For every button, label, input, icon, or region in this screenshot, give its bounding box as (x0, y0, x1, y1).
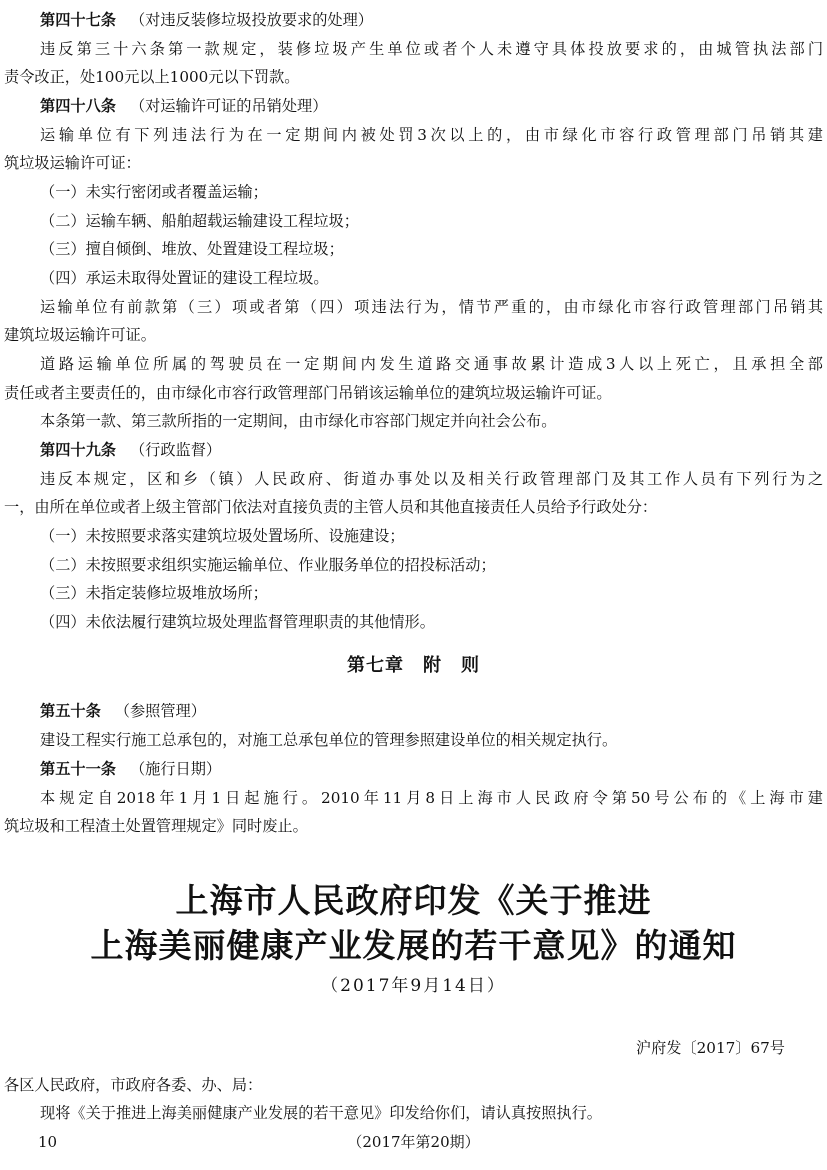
paragraph-line: 筑垃圾运输许可证： (4, 154, 141, 172)
issue-label: （2017年第20期） (347, 1133, 480, 1151)
article-topic: （参照管理） (114, 702, 206, 720)
document-number: 沪府发〔2017〕67号 (635, 1039, 785, 1057)
notice-date: （2017年9月14日） (321, 976, 506, 996)
paragraph-line: 建设工程实行施工总承包的，对施工总承包单位的管理参照建设单位的相关规定执行。 (40, 731, 618, 749)
article-number: 第四十九条 (40, 441, 116, 459)
article-50-heading (40, 700, 823, 722)
article-47-heading (40, 9, 823, 31)
paragraph-line: 一，由所在单位或者上级主管部门依法对直接负责的主管人员和其他直接责任人员给予行政处分： (4, 498, 658, 516)
notice-body: 现将《关于推进上海美丽健康产业发展的若干意见》印发给你们，请认真按照执行。 (40, 1104, 602, 1122)
paragraph-line: 责令改正，处100元以上1000元以下罚款。 (4, 68, 300, 86)
list-item: （三）未指定装修垃圾堆放场所； (40, 584, 268, 602)
article-51-heading (40, 758, 823, 780)
article-number: 第四十八条 (40, 97, 116, 115)
article-number: 第五十一条 (40, 760, 116, 778)
article-topic: （对违反装修垃圾投放要求的处理） (129, 11, 373, 29)
paragraph-line: 本条第一款、第三款所指的一定期间，由市绿化市容部门规定并向社会公布。 (40, 412, 557, 430)
paragraph-line: 运输单位有前款第（三）项或者第（四）项违法行为，情节严重的，由市绿化市容行政管理部门吊销其 (40, 298, 823, 316)
list-item: （四）承运未取得处置证的建设工程垃圾。 (40, 269, 329, 287)
paragraph-line: 责任或者主要责任的，由市绿化市容行政管理部门吊销该运输单位的建筑垃圾运输许可证。 (4, 384, 612, 402)
paragraph-line: 违反第三十六条第一款规定，装修垃圾产生单位或者个人未遵守具体投放要求的，由城管执法部门 (40, 40, 823, 58)
paragraph-line: 违反本规定，区和乡（镇）人民政府、街道办事处以及相关行政管理部门及其工作人员有下列行为之 (40, 470, 823, 488)
paragraph-line: 建筑垃圾运输许可证。 (4, 326, 156, 344)
article-topic: （行政监督） (129, 441, 222, 459)
page-number: 10 (38, 1133, 58, 1151)
article-topic: （施行日期） (129, 760, 222, 778)
article-48-heading (40, 95, 823, 117)
paragraph-line: 本规定自2018年1月1日起施行。2010年11月8日上海市人民政府令第50号公布的《上海市建 (40, 789, 823, 807)
paragraph-line: 道路运输单位所属的驾驶员在一定期间内发生道路交通事故累计造成3人以上死亡，且承担全部 (40, 355, 823, 373)
list-item: （一）未按照要求落实建筑垃圾处置场所、设施建设； (40, 527, 405, 545)
article-number: 第五十条 (40, 702, 101, 720)
notice-title-line-1: 上海市人民政府印发《关于推进 (175, 881, 652, 920)
chapter-heading: 第七章 附 则 (347, 655, 480, 676)
list-item: （二）未按照要求组织实施运输单位、作业服务单位的招投标活动； (40, 556, 496, 574)
article-49-heading (40, 439, 823, 461)
notice-title-line-2: 上海美丽健康产业发展的若干意见》的通知 (90, 926, 737, 965)
article-number: 第四十七条 (40, 11, 116, 29)
addressee-line: 各区人民政府，市政府各委、办、局： (4, 1076, 263, 1094)
paragraph-line: 运输单位有下列违法行为在一定期间内被处罚3次以上的，由市绿化市容行政管理部门吊销其建 (40, 126, 823, 144)
list-item: （二）运输车辆、船舶超载运输建设工程垃圾； (40, 212, 359, 230)
list-item: （四）未依法履行建筑垃圾处理监督管理职责的其他情形。 (40, 613, 435, 631)
list-item: （一）未实行密闭或者覆盖运输； (40, 183, 268, 201)
article-topic: （对运输许可证的吊销处理） (129, 97, 328, 115)
list-item: （三）擅自倾倒、堆放、处置建设工程垃圾； (40, 240, 344, 258)
paragraph-line: 筑垃圾和工程渣土处置管理规定》同时废止。 (4, 817, 308, 835)
